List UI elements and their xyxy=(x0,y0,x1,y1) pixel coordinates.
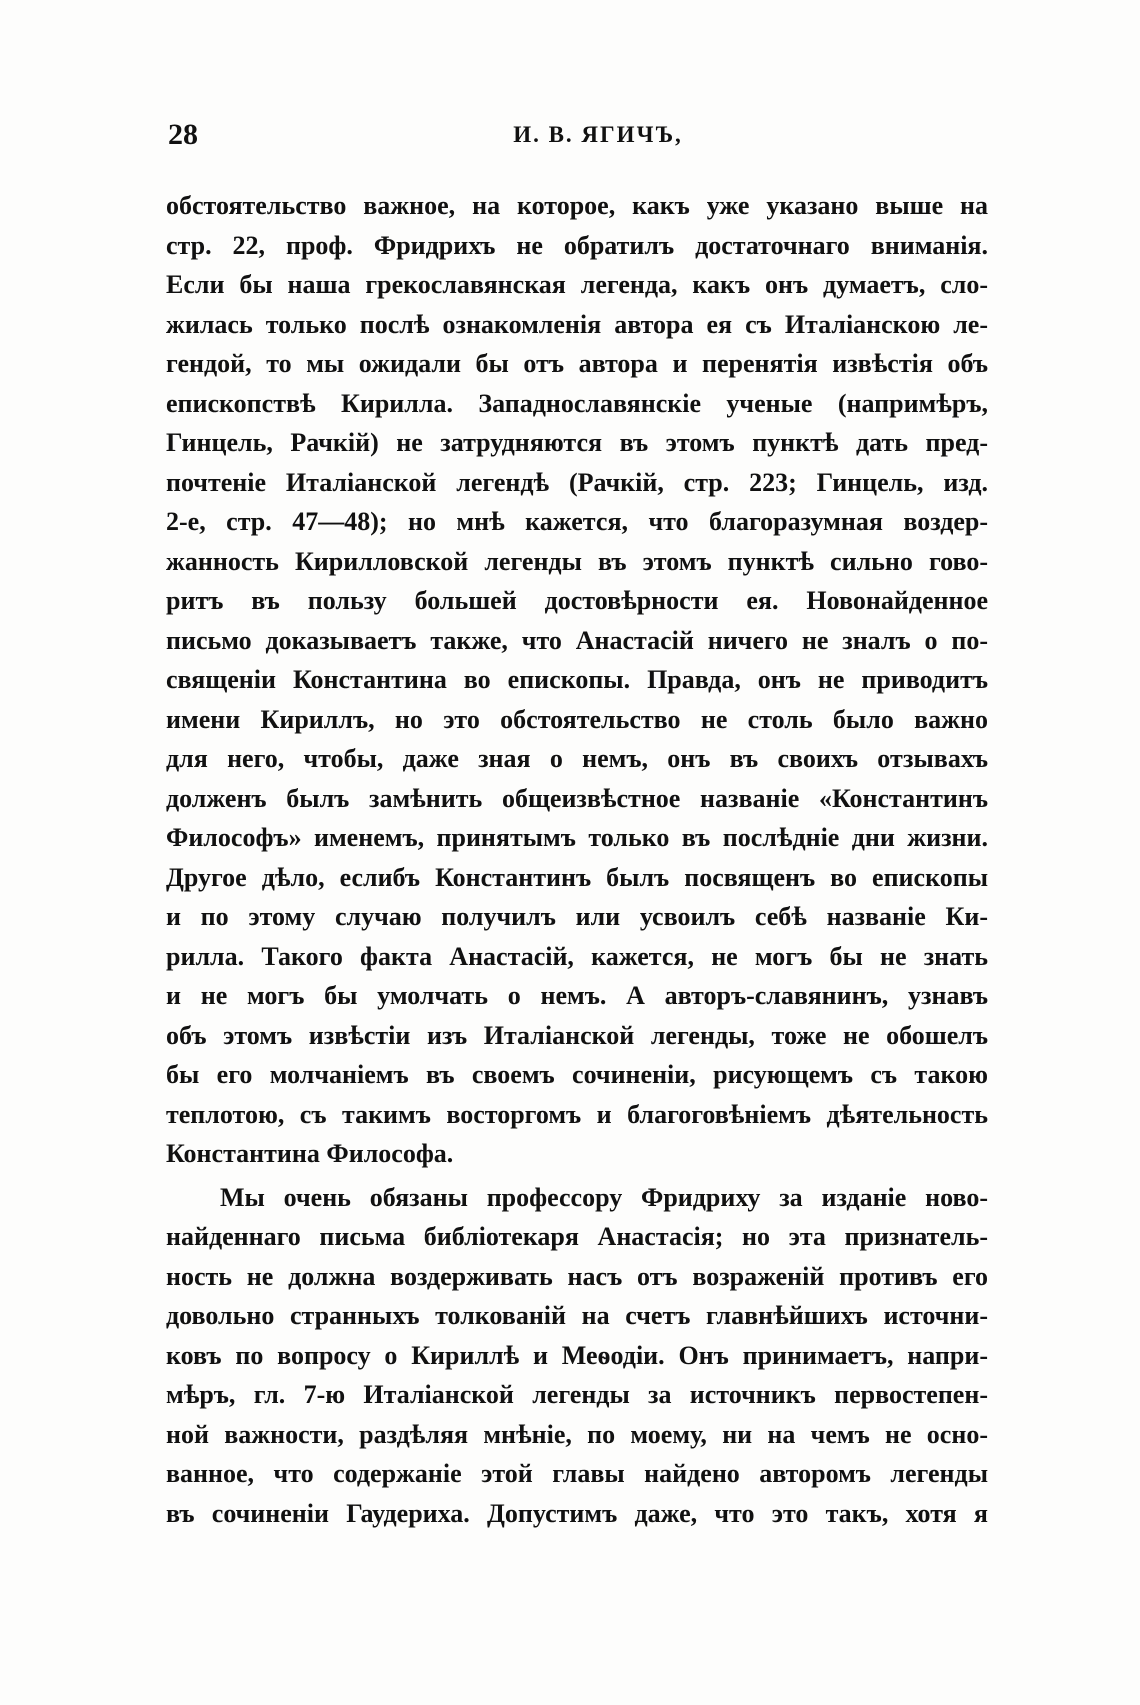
text-line: ванное, что содержаніе этой главы найдено авторомъ легенды xyxy=(166,1459,988,1488)
text-line: гендой, то мы ожидали бы отъ автора и перенятія извѣстія объ xyxy=(166,349,988,378)
text-line: мѣръ, гл. 7-ю Италіанской легенды за источникъ первостепен- xyxy=(166,1380,988,1409)
text-line: 2-е, стр. 47—48); но мнѣ кажется, что благоразумная воздер- xyxy=(166,507,988,536)
text-line: довольно странныхъ толкованій на счетъ главнѣйшихъ источни- xyxy=(166,1301,988,1330)
page-header xyxy=(168,118,988,158)
text-line: Если бы наша грекославянская легенда, какъ онъ думаетъ, сло- xyxy=(166,270,988,299)
text-line: жанность Кирилловской легенды въ этомъ пунктѣ сильно гово- xyxy=(166,546,988,576)
text-line: найденнаго письма библіотекаря Анастасія; но эта признатель- xyxy=(166,1222,988,1251)
text-line: Гинцель, Рачкій) не затрудняются въ этомъ пунктѣ дать пред- xyxy=(166,428,988,457)
text-line: обстоятельство важное, на которое, какъ уже указано выше на xyxy=(166,191,988,220)
text-line: ной важности, раздѣляя мнѣніе, по моему, ни на чемъ не осно- xyxy=(166,1419,988,1449)
text-line: долженъ былъ замѣнить общеизвѣстное названіе «Константинъ xyxy=(166,783,988,813)
text-line: Другое дѣло, еслибъ Константинъ былъ посвященъ во епископы xyxy=(166,862,988,892)
text-line: Константина Философа. xyxy=(166,1139,454,1168)
text-line: письмо доказываетъ также, что Анастасій ничего не зналъ о по- xyxy=(166,625,988,655)
text-line: объ этомъ извѣстіи изъ Италіанской легенды, тоже не обошелъ xyxy=(166,1020,988,1050)
text-line: теплотою, съ такимъ восторгомъ и благоговѣніемъ дѣятельность xyxy=(166,1099,988,1129)
text-line: ковъ по вопросу о Кириллѣ и Меѳодіи. Онъ принимаетъ, напри- xyxy=(166,1340,988,1370)
text-line: Мы очень обязаны профессору Фридриху за изданіе ново- xyxy=(220,1182,988,1212)
text-line: жилась только послѣ ознакомленія автора ея съ Италіанскою ле- xyxy=(166,309,988,339)
paragraph-2 xyxy=(166,1178,988,1534)
text-line: епископствѣ Кирилла. Западнославянскіе ученые (напримѣръ, xyxy=(166,388,988,418)
text-line: и не могъ бы умолчать о немъ. А авторъ-славянинъ, узнавъ xyxy=(166,981,988,1010)
text-line: Философъ» именемъ, принятымъ только въ послѣдніе дни жизни. xyxy=(166,823,988,852)
text-line: стр. 22, проф. Фридрихъ не обратилъ достаточнаго вниманія. xyxy=(166,230,988,260)
paragraph-1 xyxy=(166,186,988,1174)
text-line: имени Кириллъ, но это обстоятельство не столь было важно xyxy=(166,704,988,734)
body-text xyxy=(166,186,988,1533)
running-head: И. В. ЯГИЧЪ, xyxy=(513,122,683,147)
text-line: ность не должна воздерживать насъ отъ возраженій противъ его xyxy=(166,1261,988,1291)
text-line: почтеніе Италіанской легендѣ (Рачкій, стр. 223; Гинцель, изд. xyxy=(166,467,988,497)
text-line: и по этому случаю получилъ или усвоилъ себѣ названіе Ки- xyxy=(166,902,988,931)
text-line: для него, чтобы, даже зная о немъ, онъ въ своихъ отзывахъ xyxy=(166,744,988,773)
text-line: бы его молчаніемъ въ своемъ сочиненіи, рисующемъ съ такою xyxy=(166,1060,988,1089)
text-line: въ сочиненіи Гаудериха. Допустимъ даже, что это такъ, хотя я xyxy=(166,1498,988,1528)
text-line: ритъ въ пользу большей достовѣрности ея. Новонайденное xyxy=(166,586,988,615)
text-line: рилла. Такого факта Анастасій, кажется, не могъ бы не знать xyxy=(166,941,988,971)
page-number: 28 xyxy=(168,118,198,151)
text-line: священіи Константина во епископы. Правда, онъ не приводитъ xyxy=(166,665,988,694)
